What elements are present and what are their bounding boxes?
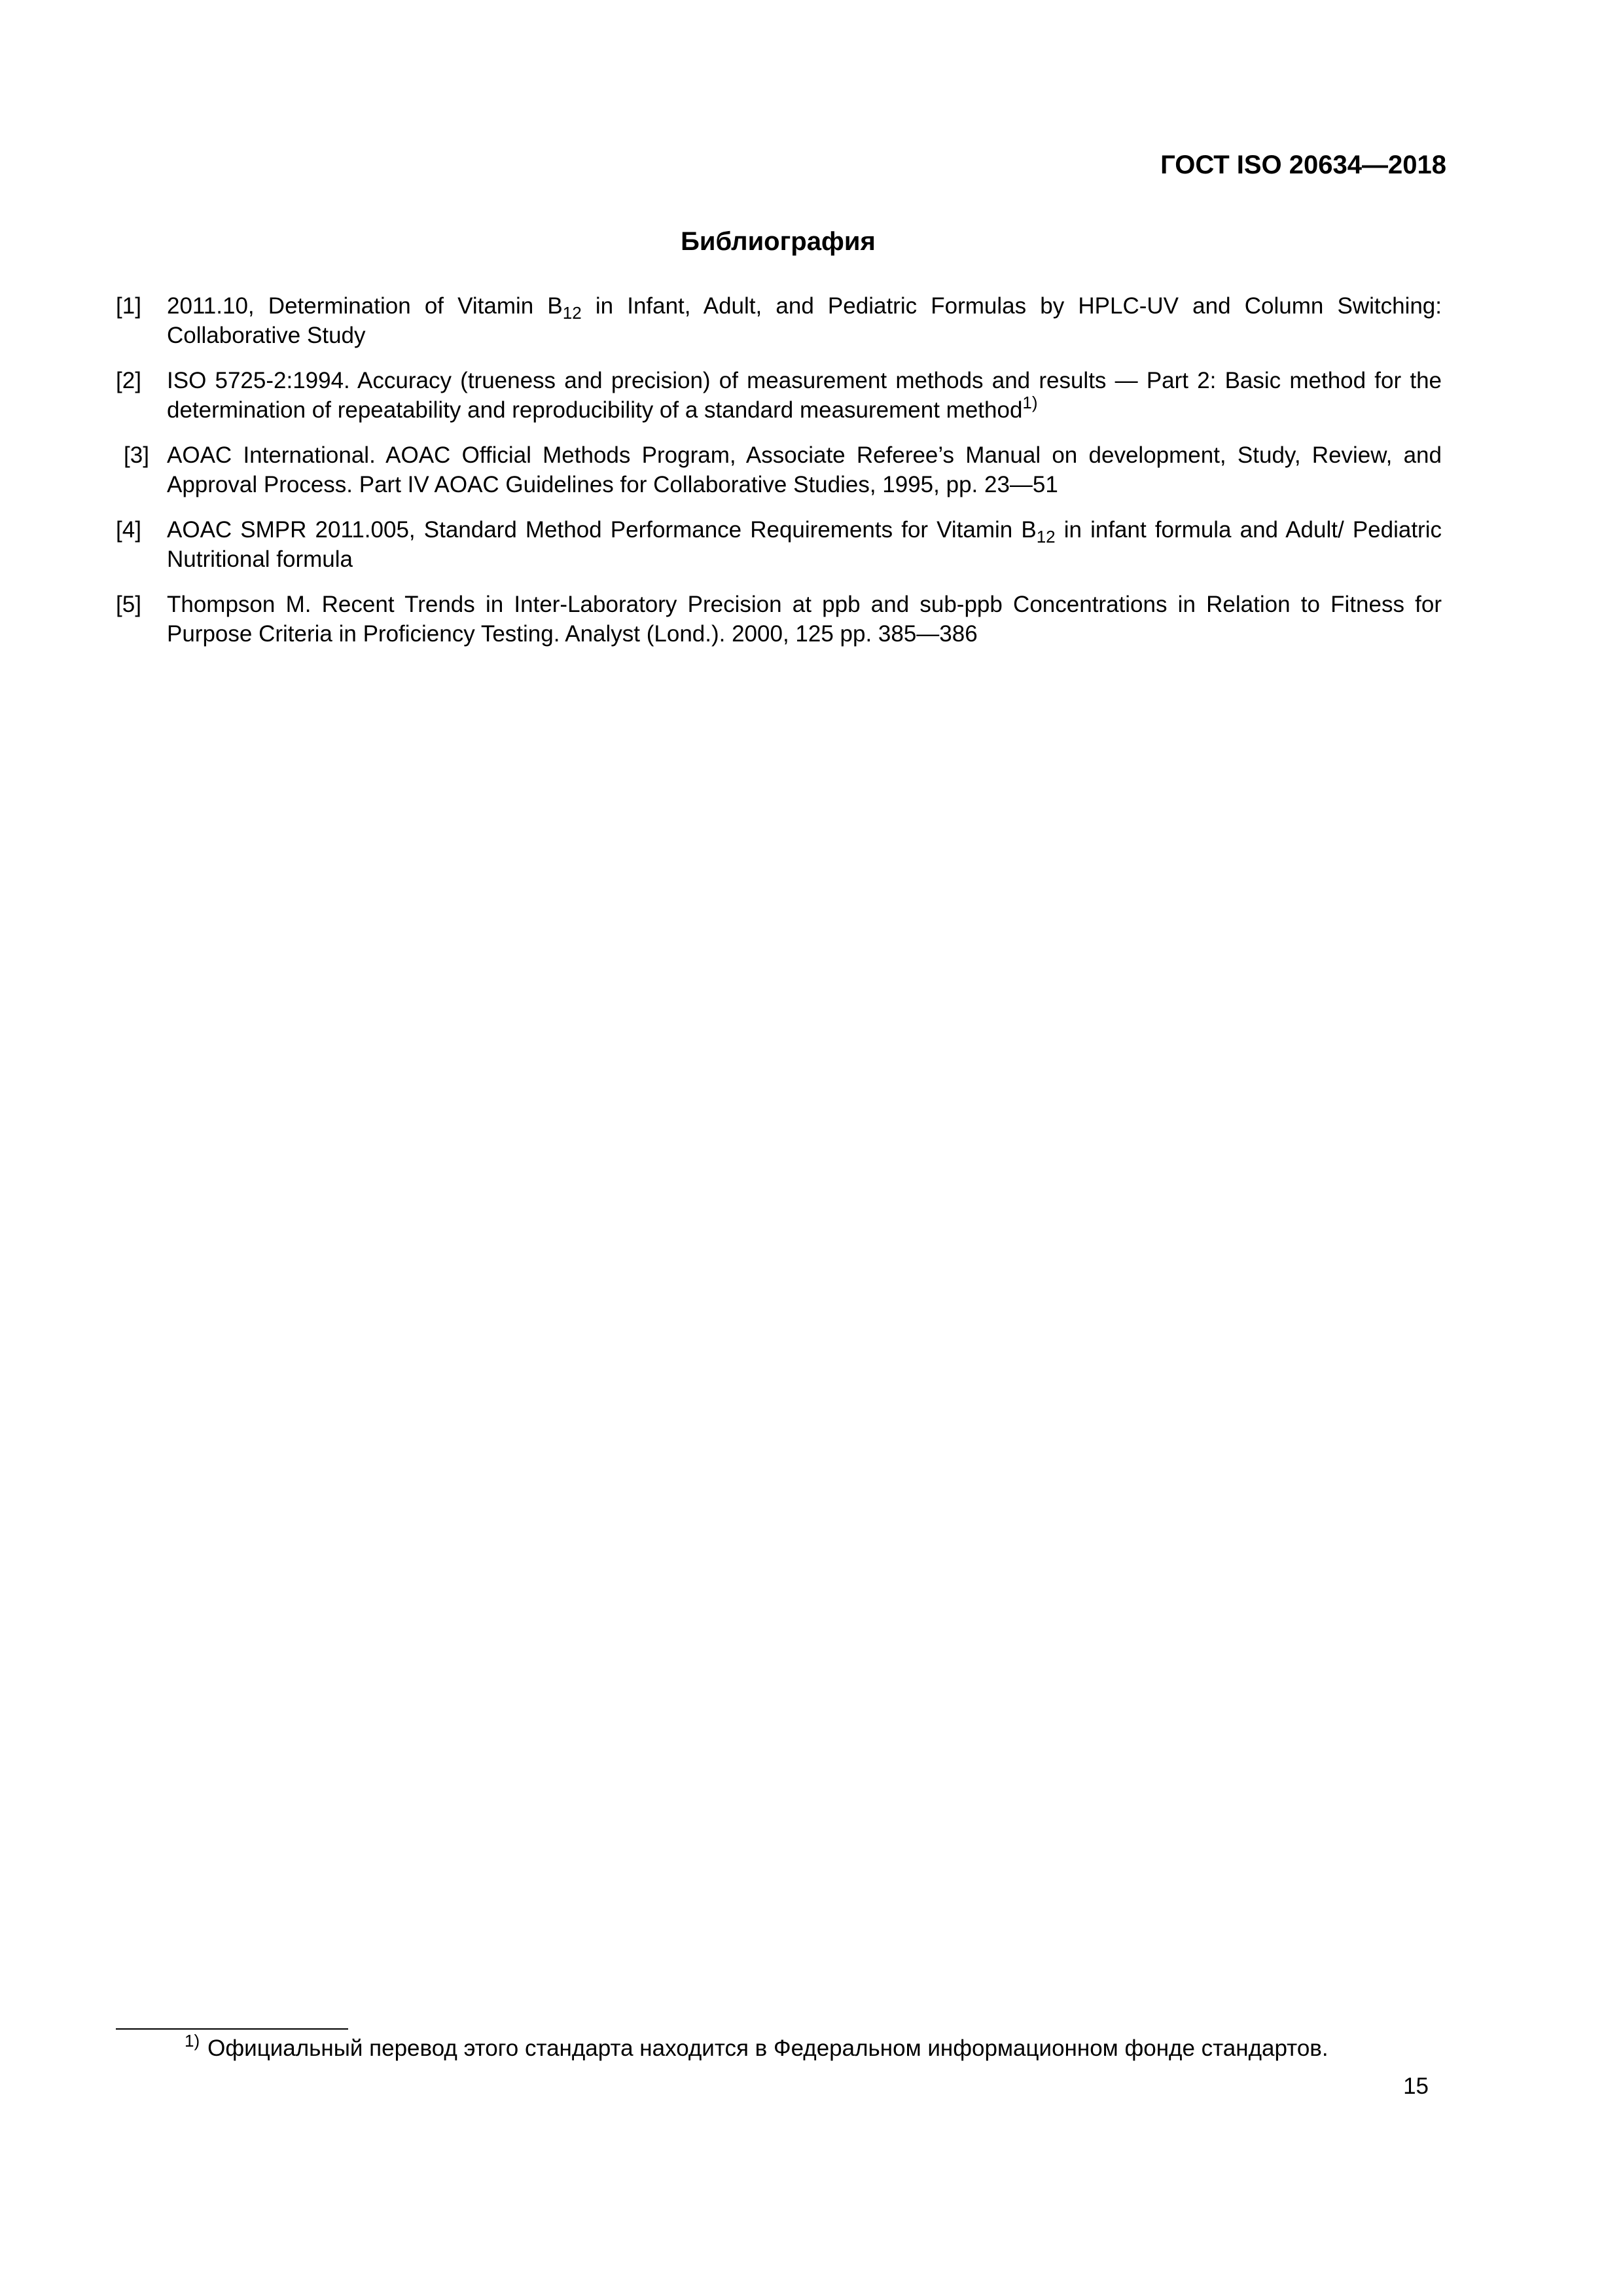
- footnote-mark: 1): [185, 2031, 200, 2051]
- footnote-separator: [116, 2028, 348, 2030]
- entry-number: [2]: [116, 368, 141, 393]
- entry-text: ISO 5725-2:1994. Accuracy (trueness and precision) of measurement methods and results — Part 2: Basic method for the determination of repeatability and reproducibility of a standard measurement method: [167, 368, 1442, 423]
- entry-text: AOAC SMPR 2011.005, Standard Method Performance Requirements for Vitamin B: [167, 517, 1037, 543]
- entry-text: AOAC International. AOAC Official Methods Program, Associate Referee’s Manual on development, Study, Review, and Approval Process. Part IV AOAC Guidelines for Collaborative Studies, 1995, pp. 23—51: [167, 442, 1442, 497]
- entry-text: Thompson M. Recent Trends in Inter-Laboratory Precision at ppb and sub-ppb Concentrations in Relation to Fitness for Purpose Criteria in Proficiency Testing. Analyst (Lond.). 2000, 125 pp. 385—386: [167, 592, 1442, 647]
- page-number: 15: [1403, 2073, 1429, 2099]
- bibliography-title: Библиография: [681, 227, 876, 256]
- entry-number: [5]: [116, 592, 141, 617]
- entry-text-continued: in infant formula and Adult/ Pediatric Nutritional formula: [167, 517, 1442, 572]
- entry-number: [1]: [116, 293, 141, 319]
- bibliography-entry-3: [116, 440, 1442, 499]
- footnote: [185, 2031, 1329, 2063]
- footnote-text: Официальный перевод этого стандарта находится в Федеральном информационном фонде стандартов.: [207, 2036, 1329, 2061]
- footnote-reference[interactable]: 1): [1022, 393, 1038, 412]
- document-standard-code: ГОСТ ISO 20634—2018: [1160, 151, 1446, 179]
- entry-subscript: 12: [562, 303, 582, 323]
- entry-number: [4]: [116, 517, 141, 543]
- bibliography-entry-2: [116, 366, 1442, 425]
- entry-text-continued: in Infant, Adult, and Pediatric Formulas by HPLC-UV and Column Switching: Collaborative Study: [167, 293, 1442, 348]
- bibliography-list: [116, 291, 1442, 664]
- entry-text: 2011.10, Determination of Vitamin B: [167, 293, 563, 319]
- bibliography-entry-1: [116, 291, 1442, 350]
- entry-subscript: 12: [1036, 527, 1056, 547]
- bibliography-entry-4: [116, 515, 1442, 574]
- bibliography-entry-5: [116, 590, 1442, 649]
- entry-number: [3]: [124, 442, 149, 468]
